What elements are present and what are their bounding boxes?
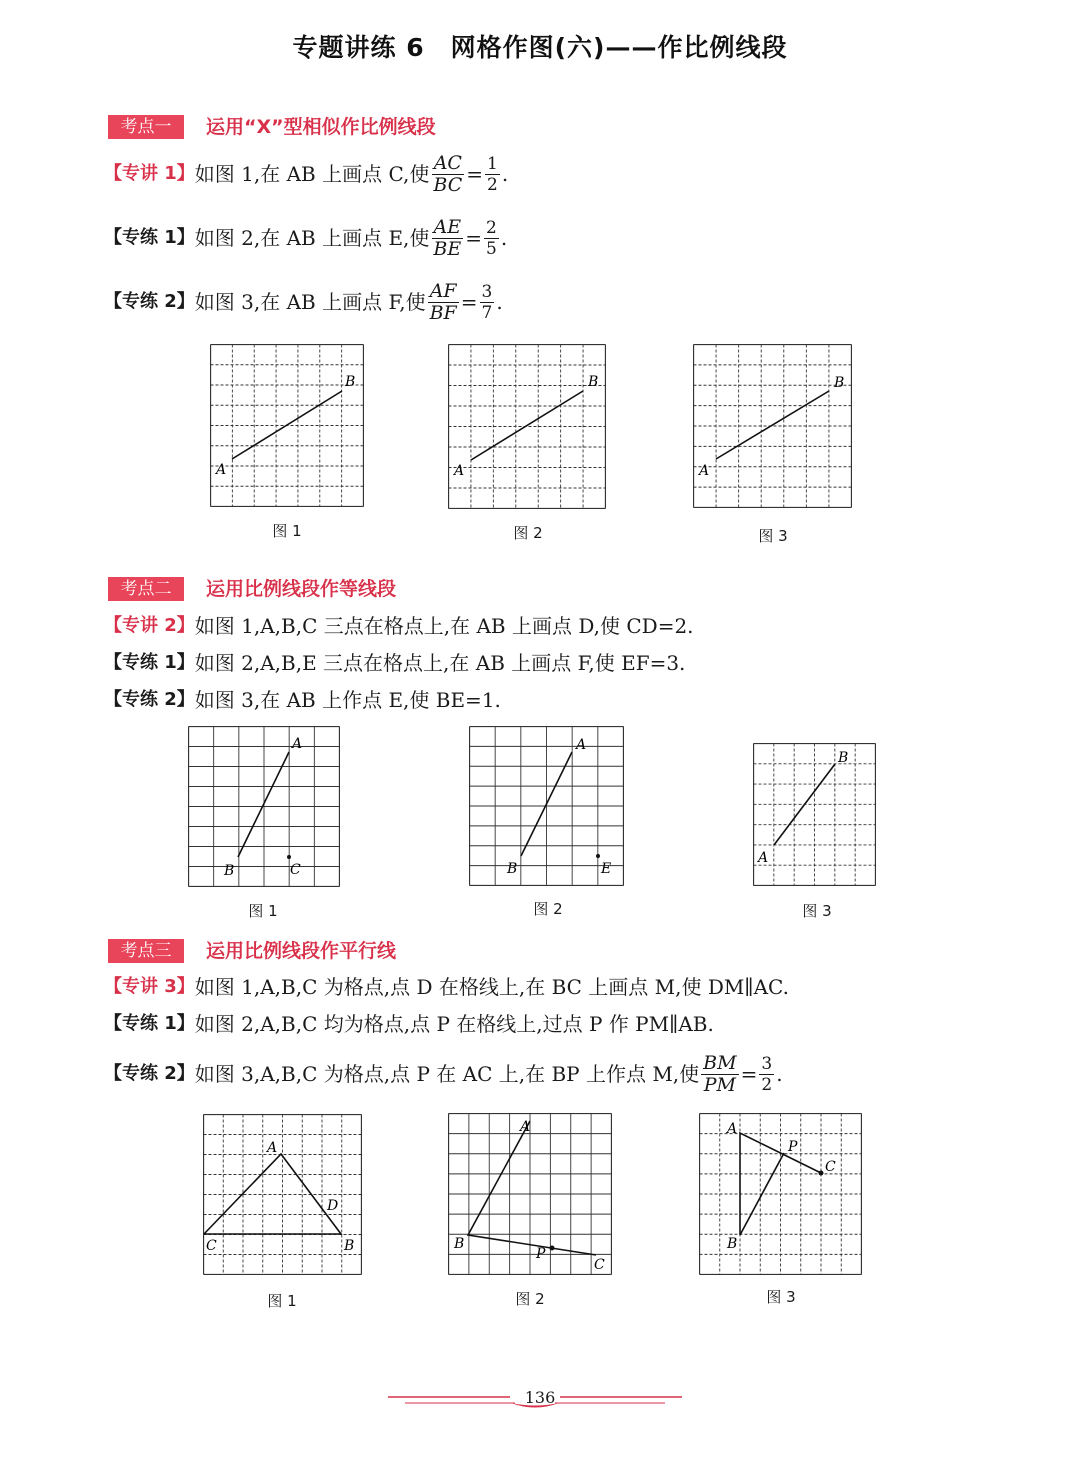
figure-2-3-grid: [753, 743, 876, 886]
value-fraction: $\frac{2}{5}$: [486, 217, 497, 259]
point-label-b: B: [454, 1236, 465, 1252]
section-tag: 考点三: [108, 939, 184, 963]
equals-sign: =: [466, 162, 484, 186]
point-label-d: D: [327, 1198, 339, 1214]
figure-caption: 图 1: [272, 522, 302, 540]
figure-1-1-grid: [210, 344, 364, 507]
problem-1-1: [104, 150, 508, 198]
figure-2-1-grid: [188, 726, 340, 887]
section-title: 运用比例线段作等线段: [206, 578, 397, 600]
ratio-fraction: $\frac{AE}{BE}$: [433, 215, 462, 260]
problem-2-1: [104, 614, 694, 638]
problem-text: 如图 3,A,B,C 为格点,点 P 在 AC 上,在 BP 上作点 M,使: [194, 1062, 700, 1086]
point-label-a: A: [699, 463, 710, 479]
point-label-a: A: [454, 463, 465, 479]
point-label-a: A: [520, 1119, 531, 1135]
problem-label: 【专讲 1】: [104, 163, 195, 184]
point-label-b: B: [507, 861, 518, 877]
problem-text: 如图 1,A,B,C 三点在格点上,在 AB 上画点 D,使 CD=2.: [194, 614, 694, 638]
problem-text: 如图 1,在 AB 上画点 C,使: [194, 162, 430, 186]
point-label-b: B: [588, 374, 599, 390]
point-label-p: P: [536, 1246, 546, 1262]
problem-label: 【专讲 2】: [104, 615, 195, 636]
value-fraction: $\frac{3}{2}$: [761, 1053, 773, 1095]
equals-sign: =: [740, 1062, 758, 1086]
problem-label: 【专练 2】: [104, 1063, 195, 1084]
grid-lines: [700, 1114, 862, 1275]
problem-text: 如图 3,在 AB 上作点 E,使 BE=1.: [194, 688, 501, 712]
grid-lines: [449, 345, 606, 509]
point-label-p: P: [788, 1139, 798, 1155]
period: .: [501, 162, 509, 186]
period: .: [500, 226, 508, 250]
problem-label: 【专练 2】: [104, 689, 195, 710]
figure-3-3-grid: [699, 1113, 862, 1275]
figure-2-2-grid: [469, 726, 624, 886]
point-label-c: C: [206, 1238, 217, 1254]
problem-text: 如图 2,A,B,E 三点在格点上,在 AB 上画点 F,使 EF=3.: [194, 651, 686, 675]
point-label-a: A: [576, 737, 587, 753]
period: .: [776, 1062, 783, 1086]
problem-2-3: [104, 688, 501, 712]
value-fraction: $\frac{1}{2}$: [487, 153, 498, 195]
problem-label: 【专练 2】: [104, 291, 195, 312]
page-title: 专题讲练 6 网格作图(六)——作比例线段: [292, 33, 788, 62]
point-label-c: C: [594, 1257, 605, 1273]
grid-lines: [189, 727, 340, 887]
problem-1-2: [104, 214, 507, 262]
problem-3-1: [104, 975, 789, 999]
point-label-a: A: [727, 1121, 738, 1137]
point-label-b: B: [224, 863, 235, 879]
figure-caption: 图 2: [533, 900, 563, 918]
grid-lines: [694, 345, 852, 508]
figure-caption: 图 2: [513, 524, 543, 542]
section-tag: 考点一: [108, 115, 184, 139]
equals-sign: =: [465, 226, 483, 250]
point-label-c: C: [825, 1159, 836, 1175]
point-label-b: B: [344, 1238, 355, 1254]
section-title: 运用比例线段作平行线: [206, 940, 397, 962]
problem-1-3: [104, 278, 503, 326]
point-label-a: A: [216, 462, 227, 478]
point-label-a: A: [758, 850, 769, 866]
ratio-fraction: $\frac{BM}{PM}$: [703, 1051, 737, 1096]
problem-text: 如图 1,A,B,C 为格点,点 D 在格线上,在 BC 上画点 M,使 DM∥AC.: [194, 975, 789, 999]
section-title: 运用“X”型相似作比例线段: [206, 116, 436, 138]
figure-1-3-grid: [693, 344, 852, 508]
equals-sign: =: [460, 290, 478, 314]
problem-label: 【专讲 3】: [104, 976, 195, 997]
point-label-b: B: [727, 1236, 738, 1252]
problem-label: 【专练 1】: [104, 1013, 195, 1034]
period: .: [496, 290, 503, 314]
figure-caption: 图 3: [766, 1288, 796, 1306]
problem-2-2: [104, 651, 685, 675]
figure-3-2-grid: [448, 1113, 612, 1275]
point-label-a: A: [292, 736, 303, 752]
point-label-e: E: [601, 861, 612, 877]
ratio-fraction: $\frac{AF}{BF}$: [429, 279, 457, 324]
point-label-b: B: [345, 374, 356, 390]
point-label-b: B: [834, 375, 845, 391]
problem-label: 【专练 1】: [104, 227, 195, 248]
figure-caption: 图 3: [758, 527, 788, 545]
problem-3-3: [104, 1050, 783, 1098]
point-label-b: B: [838, 750, 849, 766]
problem-3-2: [104, 1012, 714, 1036]
point-label-a: A: [267, 1140, 278, 1156]
figure-caption: 图 1: [248, 902, 278, 920]
figure-caption: 图 3: [802, 902, 832, 920]
grid-lines: [204, 1115, 362, 1275]
figure-caption: 图 2: [515, 1290, 545, 1308]
grid-lines: [754, 744, 876, 886]
problem-label: 【专练 1】: [104, 652, 195, 673]
problem-text: 如图 2,A,B,C 均为格点,点 P 在格线上,过点 P 作 PM∥AB.: [194, 1012, 714, 1036]
figure-1-2-grid: [448, 344, 606, 509]
point-label-c: C: [290, 862, 301, 878]
value-fraction: $\frac{3}{7}$: [481, 281, 493, 323]
section-tag: 考点二: [108, 577, 184, 601]
figure-caption: 图 1: [267, 1292, 297, 1310]
grid-lines: [449, 1114, 612, 1275]
ratio-fraction: $\frac{AC}{BC}$: [433, 151, 463, 196]
page-number: 136: [524, 1388, 556, 1407]
problem-text: 如图 3,在 AB 上画点 F,使: [194, 290, 426, 314]
problem-text: 如图 2,在 AB 上画点 E,使: [194, 226, 430, 250]
figure-3-1-grid: [203, 1114, 362, 1275]
